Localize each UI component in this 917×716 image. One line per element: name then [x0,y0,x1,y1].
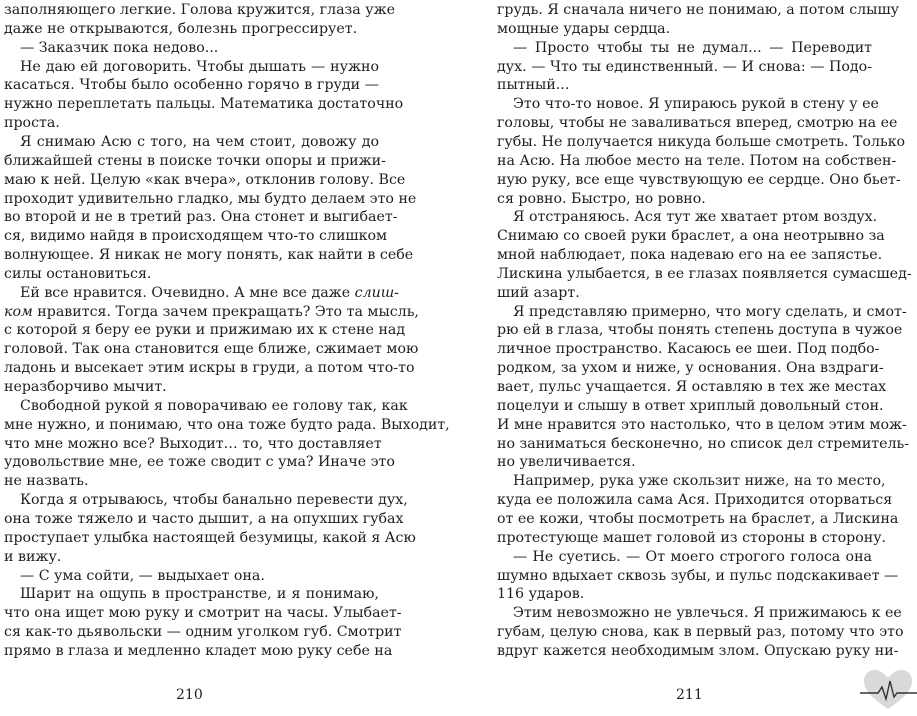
text-line: — Просто чтобы ты не думал... — Переводит [513,39,872,56]
text-line: но заниматься бесконечно, но список дел стремитель- [497,435,910,452]
text-line: — Не суетись. — От моего строгого голоса она [513,548,872,565]
text-line: Это что-то новое. Я упираюсь рукой в стену у ее [513,96,879,113]
text-line: Я снимаю Асю с того, на чем стоит, довожу до [20,133,379,150]
text-line: она тоже тяжело и часто дышит, а на опухших губах [4,510,404,527]
text-line: шумно вдыхает сквозь зубы, и пульс подскакивает — [497,567,899,584]
text-line: волнующее. Я никак не могу понять, как найти в себе [4,247,414,264]
right-page-number: 211 [676,687,703,703]
text-line: протестующе машет головой из стороны в сторону. [497,529,887,546]
text-line: нужно переплетать пальцы. Математика достаточно [4,96,404,113]
text-line: 116 ударов. [497,586,585,603]
text-line: губам, целую снова, как в первый раз, потому что это [497,624,904,641]
text-line: Я отстраняюсь. Ася тут же хватает ртом воздух. [513,209,878,226]
text-line: мне нужно, и понимаю, что она тоже будто рада. Выходит, [4,416,450,433]
text-line: Свободной рукой я поворачиваю ее голову так, как [20,397,408,414]
text-line: ком нравится. Тогда зачем прекращать? Это та мысль, [4,303,419,320]
text-line: грудь. Я сначала ничего не понимаю, а потом слышу [497,2,899,18]
text-line: головой. Так она становится еще ближе, сжимает мою [4,341,419,358]
left-page-number: 210 [176,687,203,703]
text-line: ся ровно. Быстро, но ровно. [497,190,706,207]
text-line: ладонь и высекает этим искры в груди, а потом что-то [4,360,415,377]
text-line: силы остановиться. [4,265,152,282]
text-line: прямо в глаза и медленно кладет мою руку себе на [4,642,393,659]
text-line: мощные удары сердца. [497,20,671,37]
text-line: — Заказчик пока недово... [20,39,219,56]
text-line: рю ей в глаза, чтобы понять степень доступа в чужое [497,322,903,339]
text-line: куда ее положила сама Ася. Приходится оторваться [497,492,893,509]
text-line: касаться. Чтобы было особенно горячо в груди — [4,77,379,94]
text-line: и вижу. [4,548,62,565]
text-line: головы, чтобы не заваливаться вперед, смотрю на ее [497,115,898,132]
text-line: ную руку, все еще чувствующую ее сердце. Оно бьет- [497,171,901,188]
text-line: маю к ней. Целую «как вчера», отклонив голову. Все [4,171,406,188]
text-line: удовольствие мне, ее тоже сводит с ума? Иначе это [4,454,395,471]
text-line: Ей все нравится. Очевидно. А мне все даже слиш- [20,284,399,301]
text-line: с которой я беру ее руки и прижимаю их к стене над [4,322,406,339]
text-line: даже не открываются, болезнь прогрессирует. [4,20,358,37]
text-line: губы. Не получается никуда больше смотреть. Только [497,133,906,150]
text-line: родком, за ухом и ниже, у основания. Она вздраги- [497,360,884,377]
text-line: Когда я отрываюсь, чтобы банально перевести дух, [20,492,408,509]
text-line: Шарит на ощупь в пространстве, и я понимаю, [20,586,379,603]
text-line: дух. — Что ты единственный. — И снова: — Подо- [497,58,872,75]
text-line: заполняющего легкие. Голова кружится, глаза уже [4,2,396,18]
text-line: ближайшей стены в поиске точки опоры и прижи- [4,152,386,169]
text-line: ся как-то дьявольски — одним уголком губ. Смотрит [4,624,402,641]
text-line: вдруг кажется необходимым злом. Опускаю руку ни- [497,642,899,659]
text-line: от ее кожи, чтобы посмотреть на браслет, а Лискина [497,510,899,527]
text-line: ся, видимо найдя в происходящем что-то слишком [4,228,388,245]
text-line: ший азарт. [497,284,580,301]
text-line: Этим невозможно не увлечься. Я прижимаюсь к ее [513,605,902,622]
text-line: мной наблюдает, пока надеваю его на ее запястье. [497,247,883,264]
text-line: что она ищет мою руку и смотрит на часы. Улыбает- [4,605,402,622]
text-line: что мне можно все? Выходит… то, что доставляет [4,435,382,452]
text-line: поцелуи и слышу в ответ хриплый довольный стон. [497,397,884,414]
text-line: проста. [4,115,60,132]
text-line: личное пространство. Касаюсь ее шеи. Под подбо- [497,341,880,358]
text-line: пытный... [497,77,570,94]
text-line: проступает улыбка настоящей безумицы, какой я Асю [4,529,416,546]
text-line: неразборчиво мычит. [4,379,167,395]
text-line: на Асю. На любое место на теле. Потом на собствен- [497,152,897,169]
text-line: но увеличивается. [497,454,636,471]
text-line: вает, пульс учащается. Я оставляю в тех же местах [497,379,887,395]
text-line: — С ума сойти, — выдыхает она. [20,567,265,584]
text-line: во второй и не в третий раз. Она стонет и выгибает- [4,209,398,226]
text-line: Не даю ей договорить. Чтобы дышать — нужно [20,58,379,75]
text-line: Я представляю примерно, что могу сделать, и смот- [513,303,907,320]
text-line: Снимаю со своей руки браслет, а она неотрывно за [497,228,885,245]
text-line: Например, рука уже скользит ниже, на то место, [513,473,886,490]
text-line: Лискина улыбается, в ее глазах появляется сумасшед- [497,265,912,282]
text-line: не назвать. [4,473,89,490]
heart-pulse-icon [860,667,917,712]
text-line: проходит удивительно гладко, мы будто делаем это не [4,190,417,207]
text-line: И мне нравится это настолько, что в целом этим мож- [497,416,907,433]
